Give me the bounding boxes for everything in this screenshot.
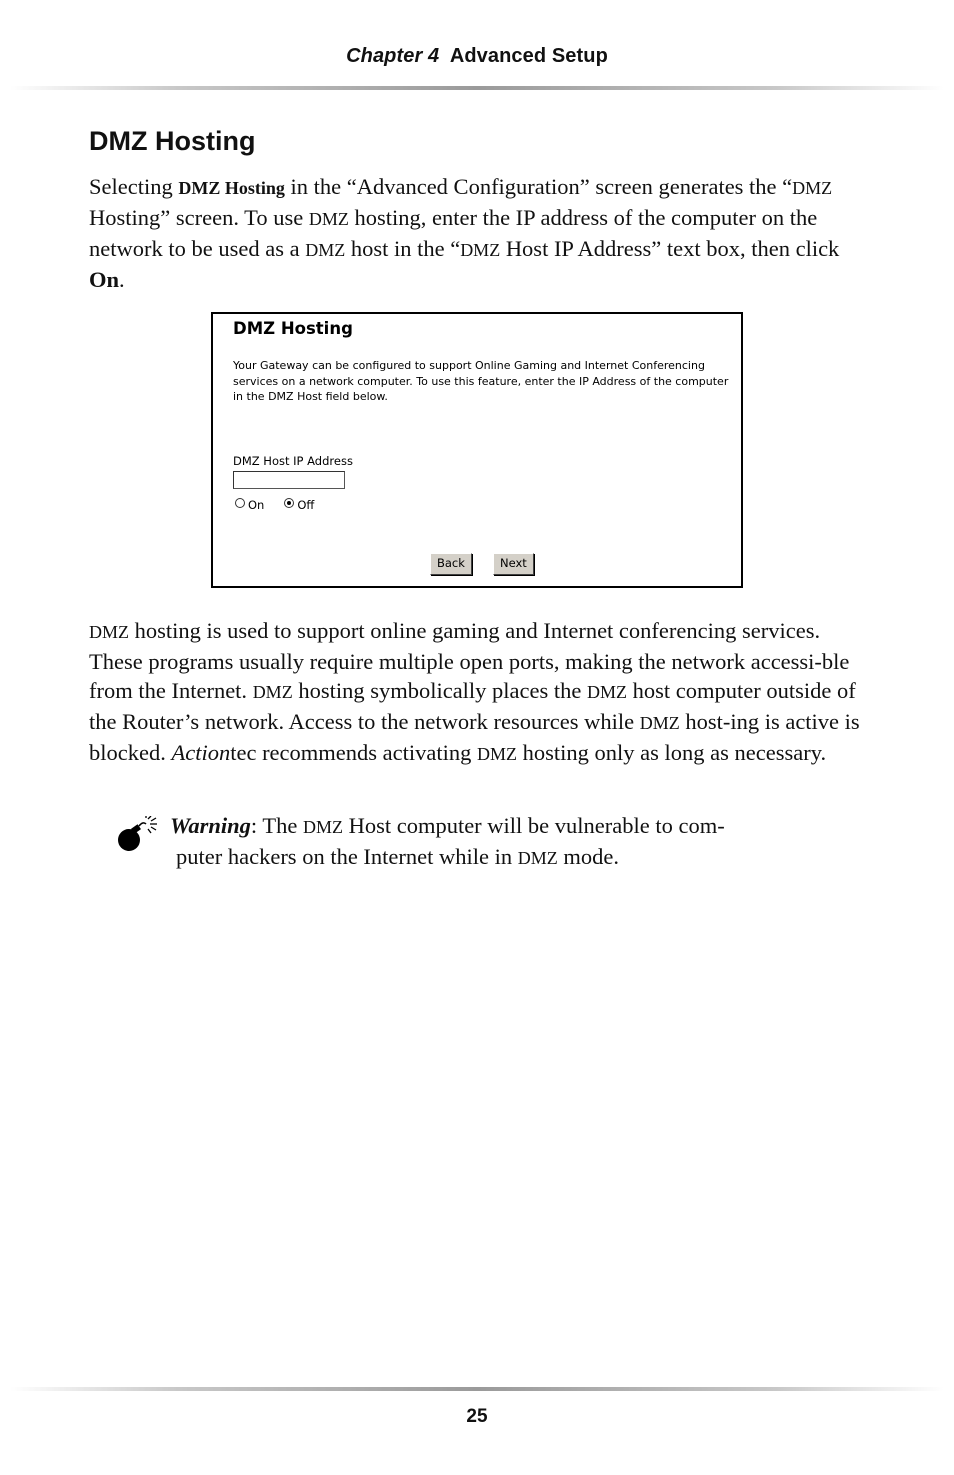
on-off-radio-group xyxy=(235,498,314,512)
dmz-host-ip-input[interactable] xyxy=(233,471,345,489)
text-run: Host IP Address” text box, then click xyxy=(500,236,840,261)
acronym: DMZ xyxy=(792,178,833,198)
ui-term-on: On xyxy=(89,267,120,292)
acronym: DMZ xyxy=(517,848,558,868)
header-divider xyxy=(10,86,944,90)
text-run: tec recommends activating xyxy=(230,740,477,765)
ui-term-dmz-hosting xyxy=(178,174,285,199)
text-run: hosting, enter the IP address of the computer on the network to be used as a xyxy=(89,205,818,261)
text-run: in the “Advanced Configuration” screen generates the “ xyxy=(284,174,793,199)
text-run: host computer outside of the Router’s network. Access to the network resources while xyxy=(89,678,856,734)
section-label: Advanced Setup xyxy=(449,45,608,67)
text-run: hosting only as long as necessary. xyxy=(517,740,827,765)
warning-note xyxy=(170,811,770,873)
page-number: 25 xyxy=(466,1406,488,1427)
section-title: DMZ Hosting xyxy=(89,126,256,156)
acronym: DMZ xyxy=(308,209,349,229)
text-run: : The xyxy=(250,813,303,838)
text-run: Selecting xyxy=(89,174,179,199)
radio-off[interactable] xyxy=(284,498,294,508)
text-run: host-ing is active is blocked. xyxy=(89,709,860,765)
text-run: puter hackers on the Internet while in xyxy=(176,844,518,869)
text-run: DMZ Hosting xyxy=(178,178,285,198)
acronym: DMZ xyxy=(639,713,680,733)
acronym: DMZ xyxy=(460,240,501,260)
screenshot-title: DMZ Hosting xyxy=(233,319,353,338)
explanation-paragraph xyxy=(89,616,869,769)
screenshot-description: Your Gateway can be configured to support Online Gaming and Internet Conferencing services on a network computer. To use this feature, enter the IP Address of the computer in the DMZ Host field below. xyxy=(233,359,729,403)
dmz-host-ip-label: DMZ Host IP Address xyxy=(233,454,353,468)
radio-on[interactable] xyxy=(235,498,245,508)
text-run: Host computer will be vulnerable to com- xyxy=(342,813,725,838)
text-run: hosting is used to support online gaming and Internet conferencing services. These programs usually require multiple open ports, making the network accessi-ble from the Internet. xyxy=(89,618,850,703)
text-run: host in the “ xyxy=(345,236,461,261)
acronym: DMZ xyxy=(89,622,129,642)
dmz-hosting-screenshot xyxy=(211,312,743,588)
intro-paragraph xyxy=(89,172,869,294)
text-run: Hosting” screen. To use xyxy=(89,205,309,230)
next-button[interactable]: Next xyxy=(493,553,534,575)
footer-divider xyxy=(10,1387,944,1391)
radio-on-label: On xyxy=(248,498,265,512)
warning-label: Warning xyxy=(170,813,251,838)
acronym: DMZ xyxy=(477,744,517,764)
radio-off-label: Off xyxy=(297,498,315,512)
acronym: DMZ xyxy=(252,682,293,702)
acronym: DMZ xyxy=(302,817,343,837)
chapter-label: Chapter 4 xyxy=(346,45,440,67)
warning-line-2 xyxy=(170,842,770,873)
acronym: DMZ xyxy=(587,682,628,702)
text-run: hosting symbolically places the xyxy=(292,678,588,703)
acronym: DMZ xyxy=(305,240,346,260)
running-header xyxy=(0,45,954,68)
brand-italic: Action xyxy=(171,740,231,765)
bomb-icon xyxy=(115,816,165,854)
back-button[interactable]: Back xyxy=(430,553,472,575)
text-run: mode. xyxy=(557,844,620,869)
text-run: . xyxy=(119,267,125,292)
